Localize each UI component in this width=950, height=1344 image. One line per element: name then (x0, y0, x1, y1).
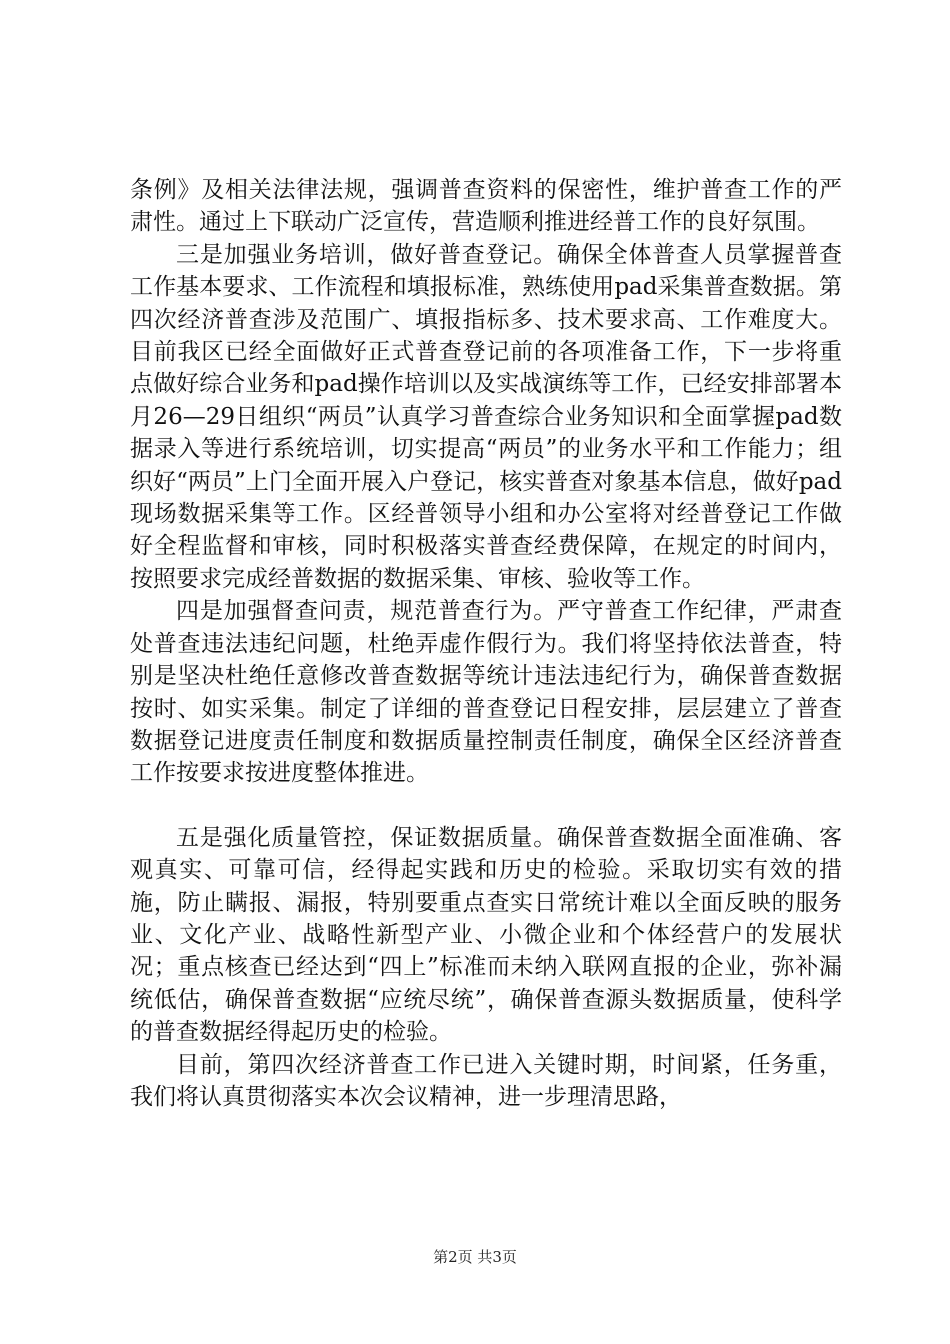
paragraph-continuation: 条例》及相关法律法规，强调普查资料的保密性，维护普查工作的严肃性。通过上下联动广泛宣传，营造顺利推进经普工作的良好氛围。 (130, 177, 842, 236)
page-footer (0, 1246, 950, 1267)
paragraph-training: 三是加强业务培训，做好普查登记。确保全体普查人员掌握普查工作基本要求、工作流程和填报标准，熟练使用pad采集普查数据。第四次经济普查涉及范围广、填报指标多、技术要求高、工作难度大。目前我区已经全面做好正式普查登记前的各项准备工作，下一步将重点做好综合业务和pad操作培训以及实战演练等工作，已经安排部署本月26—29日组织“两员”认真学习普查综合业务知识和全面掌握pad数据录入等进行系统培训，切实提高“两员”的业务水平和工作能力；组织好“两员”上门全面开展入户登记，核实普查对象基本信息，做好pad现场数据采集等工作。区经普领导小组和办公室将对经普登记工作做好全程监督和审核，同时积极落实普查经费保障，在规定的时间内，按照要求完成经普数据的数据采集、审核、验收等工作。 (130, 241, 842, 592)
paragraph-current: 目前，第四次经济普查工作已进入关键时期，时间紧，任务重，我们将认真贯彻落实本次会议精神，进一步理清思路， (130, 1051, 842, 1110)
paragraph-quality: 五是强化质量管控，保证数据质量。确保普查数据全面准确、客观真实、可靠可信，经得起实践和历史的检验。采取切实有效的措施，防止瞒报、漏报，特别要重点查实日常统计难以全面反映的服务业、文化产业、战略性新型产业、小微企业和个体经营户的发展状况；重点核查已经达到“四上”标准而未纳入联网直报的企业，弥补漏统低估，确保普查数据“应统尽统”，确保普查源头数据质量，使科学的普查数据经得起历史的检验。 (130, 824, 842, 1046)
paragraph-supervision: 四是加强督查问责，规范普查行为。严守普查工作纪律，严肃查处普查违法违纪问题，杜绝弄虚作假行为。我们将坚持依法普查，特别是坚决杜绝任意修改普查数据等统计违法违纪行为，确保普查数据按时、如实采集。制定了详细的普查登记日程安排，层层建立了普查数据登记进度责任制度和数据质量控制责任制度，确保全区经济普查工作按要求按进度整体推进。 (130, 598, 842, 787)
page-number: 第2页 共3页 (433, 1248, 517, 1266)
document-body (130, 174, 842, 1113)
